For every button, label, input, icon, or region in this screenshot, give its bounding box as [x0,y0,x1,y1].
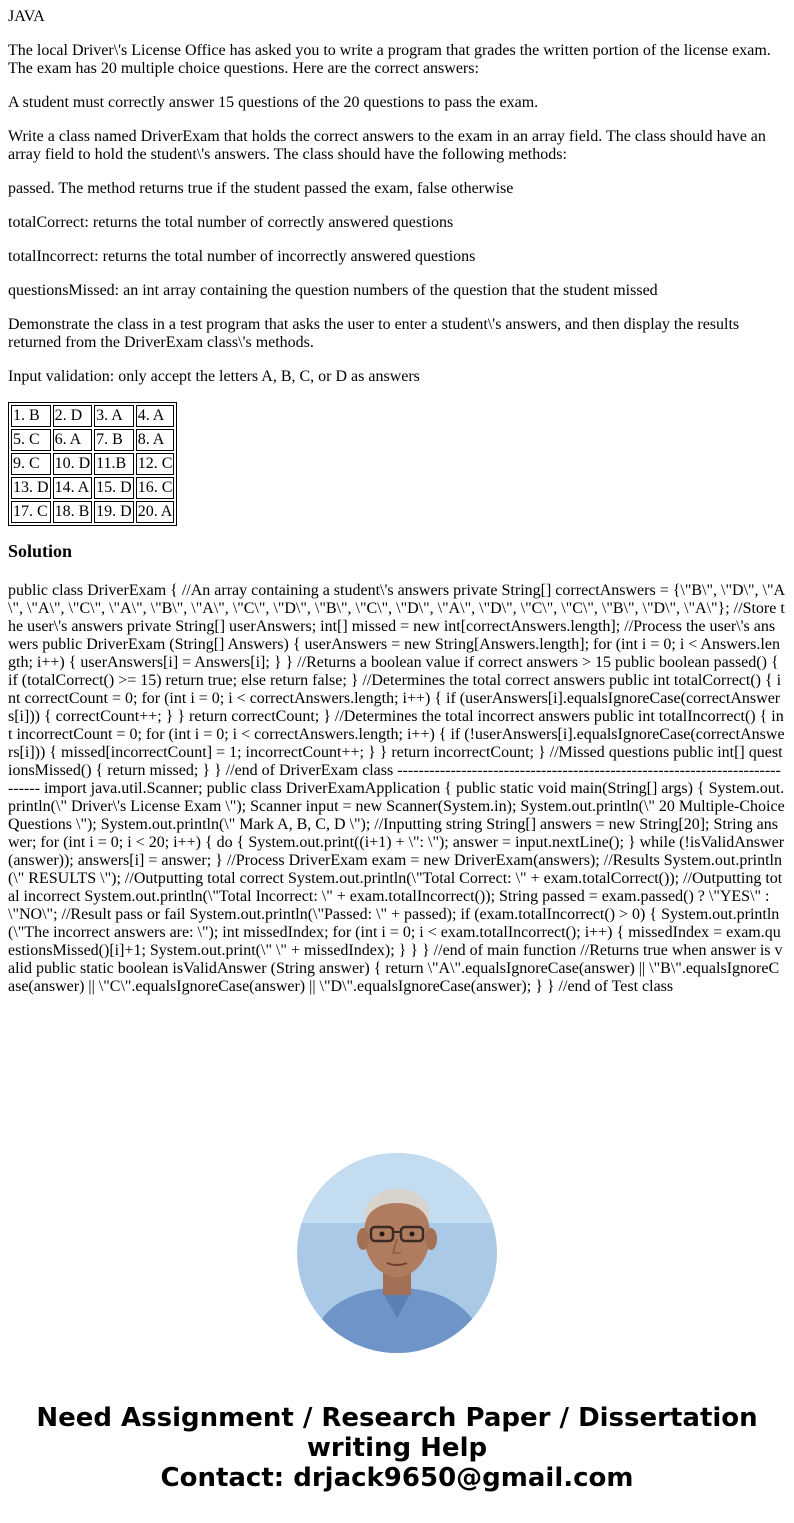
pass-rule: A student must correctly answer 15 questions of the 20 questions to pass the exam. [8,94,539,111]
document-body [8,8,786,996]
table-cell: 9. C [11,453,51,475]
table-cell: 18. B [53,501,93,523]
promo-banner [0,1403,794,1493]
table-cell: 1. B [11,405,51,427]
table-cell: 5. C [11,429,51,451]
table-cell: 4. A [136,405,175,427]
class-spec: Write a class named DriverExam that holds the correct answers to the exam in an array field. The class should have an array field to hold the student\'s answers. The class should have the following methods: [8,128,766,163]
method-passed: passed. The method returns true if the student passed the exam, false otherwise [8,180,514,197]
table-row [11,477,174,499]
table-cell: 17. C [11,501,51,523]
table-cell: 11.B [94,453,134,475]
method-total-correct: totalCorrect: returns the total number of correctly answered questions [8,214,454,231]
table-cell: 14. A [53,477,93,499]
solution-heading: Solution [8,541,73,561]
method-total-incorrect: totalIncorrect: returns the total number of incorrectly answered questions [8,248,476,265]
table-cell: 15. D [94,477,134,499]
promo-contact: Contact: drjack9650@gmail.com [160,1463,634,1493]
solution-code: public class DriverExam { //An array containing a student\'s answers private String[] correctAnswers = {\"B\", \"D\", \"A\", \"A\", \"C\", \"A\", \"B\", \"A\", \"C\", \"D\", \"B\", \"C\", \"D\", \"A\", \"D\", \"C\", \"C\", \"B\", \"D\", \"A\"}; //Store the user\'s answers private String[] userAnswers; int[] missed = new int[correctAnswers.length]; //Process the user\'s answers public DriverExam (String[] Answers) { userAnswers = new String[Answers.length]; for (int i = 0; i < Answers.length; i++) { userAnswers[i] = Answers[i]; } } //Returns a boolean value if correct answers > 15 public boolean passed() { if (totalCorrect() >= 15) return true; else return false; } //Determines the total correct answers public int totalCorrect() { int correctCount = 0; for (int i = 0; i < correctAnswers.length; i++) { if (userAnswers[i].equalsIgnoreCase(correctAnswers[i])) { correctCount++; } } return correctCount; } //Determines the total incorrect answers public int totalIncorrect() { int incorrectCount = 0; for (int i = 0; i < correctAnswers.length; i++) { if (!userAnswers[i].equalsIgnoreCase(correctAnswers[i])) { missed[incorrectCount] = 1; incorrectCount++; } } return incorrectCount; } //Missed questions public int[] questionsMissed() { return missed; } } //end of DriverExam class ------------------------------------------------------------------------------ import java.util.Scanner; public class DriverExamApplication { public static void main(String[] args) { System.out.println(\" Driver\'s License Exam \"); Scanner input = new Scanner(System.in); System.out.println(\" 20 Multiple-Choice Questions \"); System.out.println(\" Mark A, B, C, D \"); //Inputting string String[] answers = new String[20]; String answer; for (int i = 0; i < 20; i++) { do { System.out.print((i+1) + \": \"); answer = input.nextLine(); } while (!isValidAnswer(answer)); answers[i] = answer; } //Process DriverExam exam = new DriverExam(answers); //Results System.out.println(\" RESULTS \"); //Outputting total correct System.out.println(\"Total Correct: \" + exam.totalCorrect()); //Outputting total incorrect System.out.println(\"Total Incorrect: \" + exam.totalIncorrect()); String passed = exam.passed() ? \"YES\" : \"NO\"; //Result pass or fail System.out.println(\"Passed: \" + passed); if (exam.totalIncorrect() > 0) { System.out.println(\"The incorrect answers are: \"); int missedIndex; for (int i = 0; i < exam.totalIncorrect(); i++) { missedIndex = exam.questionsMissed()[i]+1; System.out.print(\" \" + missedIndex); } } } //end of main function //Returns true when answer is valid public static boolean isValidAnswer (String answer) { return \"A\".equalsIgnoreCase(answer) || \"B\".equalsIgnoreCase(answer) || \"C\".equalsIgnoreCase(answer) || \"D\".equalsIgnoreCase(answer); } } //end of Test class [8,582,786,995]
question-intro: The local Driver\'s License Office has asked you to write a program that grades the written portion of the license exam. The exam has 20 multiple choice questions. Here are the correct answers: [8,42,771,77]
table-cell: 6. A [53,429,93,451]
table-cell: 10. D [53,453,93,475]
table-row [11,501,174,523]
table-cell: 2. D [53,405,93,427]
table-cell: 12. C [136,453,175,475]
promo-line-1: Need Assignment / Research Paper / Dissertation [36,1403,758,1433]
avatar-portrait-icon [297,1153,497,1353]
input-validation: Input validation: only accept the letters A, B, C, or D as answers [8,368,420,385]
language-label: JAVA [8,8,45,25]
table-row [11,405,174,427]
promo-line-2: writing Help [306,1433,488,1463]
table-cell: 16. C [136,477,175,499]
table-cell: 13. D [11,477,51,499]
method-questions-missed: questionsMissed: an int array containing the question numbers of the question that the student missed [8,282,658,299]
table-row [11,429,174,451]
table-cell: 19. D [94,501,134,523]
table-cell: 20. A [136,501,175,523]
table-row [11,453,174,475]
answer-key-table [8,402,177,526]
table-cell: 7. B [94,429,134,451]
table-cell: 3. A [94,405,134,427]
table-cell: 8. A [136,429,175,451]
demonstrate-instruction: Demonstrate the class in a test program that asks the user to enter a student\'s answers, and then display the results returned from the DriverExam class\'s methods. [8,316,740,351]
author-avatar [297,1153,497,1353]
